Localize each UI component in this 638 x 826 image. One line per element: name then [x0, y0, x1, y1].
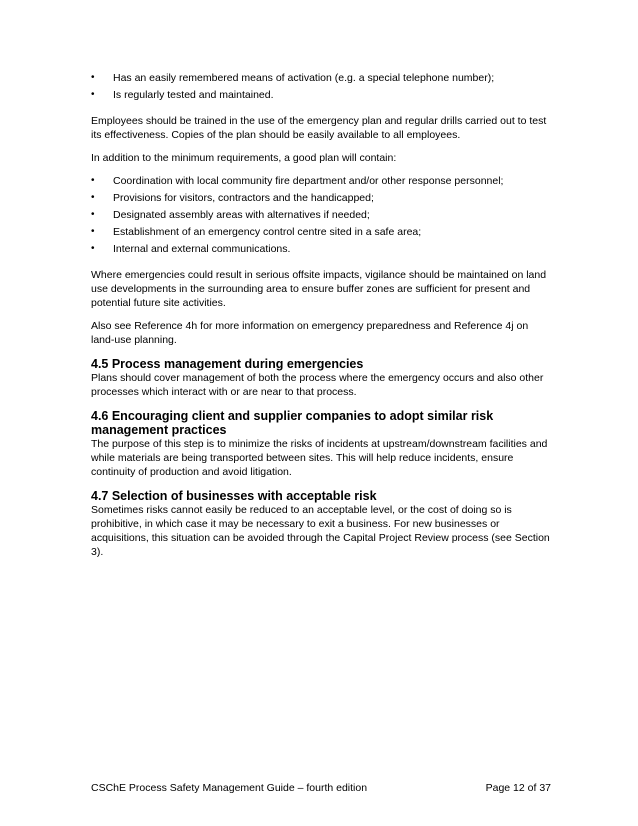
good-plan-intro-paragraph: In addition to the minimum requirements, a good plan will contain:: [91, 152, 397, 164]
good-plan-bullet-list: [91, 174, 551, 256]
list-item-text: Establishment of an emergency control centre sited in a safe area;: [113, 226, 422, 238]
footer-document-title: CSChE Process Safety Management Guide – fourth edition: [91, 782, 368, 794]
section-4-6-body: The purpose of this step is to minimize the risks of incidents at upstream/downstream facilities and while materials are being transported between sites. This will help reduce incidents, ensure continuity of production and avoid litigation.: [91, 438, 548, 478]
training-paragraph: Employees should be trained in the use of the emergency plan and regular drills carried out to test its effectiveness. Copies of the plan should be easily available to all employees.: [91, 115, 547, 141]
list-item-text: Provisions for visitors, contractors and the handicapped;: [113, 192, 374, 204]
activation-bullet-list: [91, 71, 551, 102]
section-4-7-heading: 4.7 Selection of businesses with acceptable risk: [91, 489, 377, 503]
list-item-text: Is regularly tested and maintained.: [113, 89, 274, 101]
bullet-icon: •: [91, 175, 95, 186]
list-item: [91, 174, 551, 188]
bullet-icon: •: [91, 89, 95, 100]
list-item: [91, 225, 551, 239]
section-4-6-heading: 4.6 Encouraging client and supplier companies to adopt similar risk management practices: [91, 409, 494, 437]
page-footer: [91, 781, 551, 795]
offsite-impacts-paragraph: Where emergencies could result in serious offsite impacts, vigilance should be maintained on land use developments in the surrounding area to ensure buffer zones are sufficient for present and potential future site activities.: [91, 269, 547, 309]
list-item: [91, 208, 551, 222]
bullet-icon: •: [91, 209, 95, 220]
bullet-icon: •: [91, 72, 95, 83]
list-item-text: Designated assembly areas with alternatives if needed;: [113, 209, 370, 221]
list-item: [91, 71, 551, 85]
page-content: [91, 71, 551, 559]
section-4-5-body: Plans should cover management of both the process where the emergency occurs and also other processes which interact with or are near to that process.: [91, 372, 544, 398]
bullet-icon: •: [91, 226, 95, 237]
bullet-icon: •: [91, 243, 95, 254]
list-item-text: Internal and external communications.: [113, 243, 291, 255]
list-item-text: Coordination with local community fire department and/or other response personnel;: [113, 175, 504, 187]
bullet-icon: •: [91, 192, 95, 203]
reference-paragraph: Also see Reference 4h for more information on emergency preparedness and Reference 4j on land-use planning.: [91, 320, 529, 346]
list-item-text: Has an easily remembered means of activation (e.g. a special telephone number);: [113, 72, 495, 84]
section-4-5-heading: 4.5 Process management during emergencies: [91, 357, 364, 371]
section-4-7-body: Sometimes risks cannot easily be reduced to an acceptable level, or the cost of doing so is prohibitive, in which case it may be necessary to exit a business. For new businesses or acquisitions, this situation can be avoided through the Capital Project Review process (see Section 3).: [91, 504, 550, 558]
list-item: [91, 242, 551, 256]
footer-page-number: Page 12 of 37: [485, 782, 551, 794]
list-item: [91, 88, 551, 102]
list-item: [91, 191, 551, 205]
